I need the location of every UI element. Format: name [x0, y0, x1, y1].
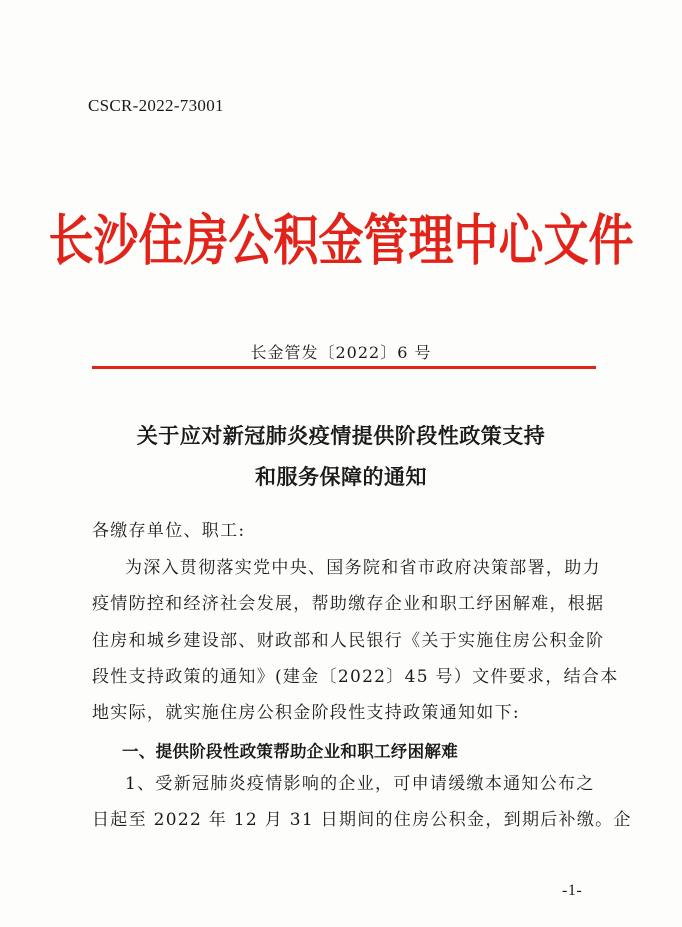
intro-line-3: 住房和城乡建设部、财政部和人民银行《关于实施住房公积金阶: [92, 631, 605, 651]
notice-title-line-2: 和服务保障的通知: [255, 464, 427, 489]
page-number: -1-: [562, 882, 583, 899]
document-code: CSCR-2022-73001: [88, 96, 224, 115]
salutation: 各缴存单位、职工:: [92, 521, 246, 541]
red-divider-line: [92, 366, 596, 369]
intro-line-1: 为深入贯彻落实党中央、国务院和省市政府决策部署，助力: [125, 558, 601, 578]
intro-line-5: 地实际，就实施住房公积金阶段性支持政策通知如下:: [92, 703, 520, 723]
intro-line-2: 疫情防控和经济社会发展，帮助缴存企业和职工纾困解难，根据: [92, 594, 605, 614]
section-1-heading: 一、提供阶段性政策帮助企业和职工纾困解难: [122, 742, 458, 761]
notice-title-line-1: 关于应对新冠肺炎疫情提供阶段性政策支持: [136, 423, 546, 448]
intro-line-4: 段性支持政策的通知》(建金〔2022〕45 号）文件要求，结合本: [92, 667, 619, 687]
document-number: 长金管发〔2022〕6 号: [250, 343, 432, 362]
item-1-line-1: 1、受新冠肺炎疫情影响的企业，可申请缓缴本通知公布之: [125, 774, 595, 794]
issuer-red-header: 长沙住房公积金管理中心文件: [48, 208, 634, 273]
item-1-line-2: 日起至 2022 年 12 月 31 日期间的住房公积金，到期后补缴。企: [92, 810, 632, 830]
